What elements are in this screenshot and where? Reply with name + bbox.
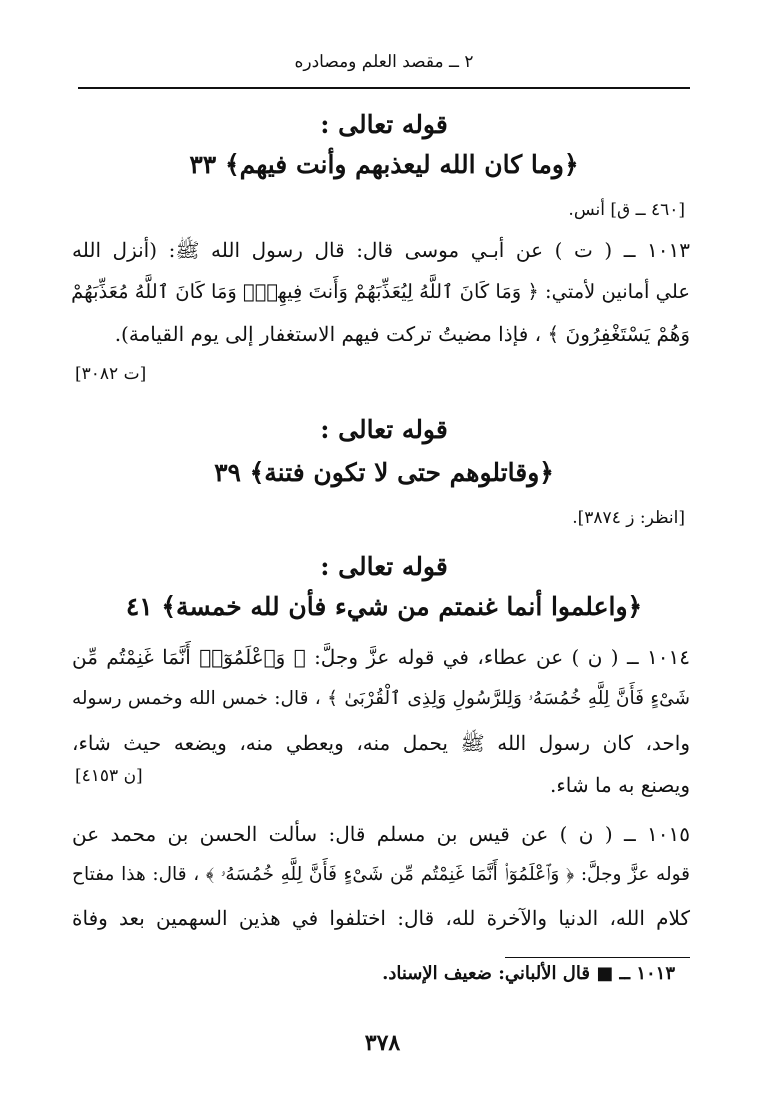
hadith-line: شَىْءٍ فَأَنَّ لِلَّهِ خُمُسَهُۥ وَلِلرَّسُولِ وَلِذِى ٱلْقُرْبَىٰ ﴾ ، قال: خمس الله وخمس رسوله <box>72 688 690 709</box>
source-reference: [ن ٤١٥٣] <box>75 766 143 786</box>
verse-title: ﴿واعلموا أنما غنمتم من شيء فأن لله خمسة﴾ ٤١ <box>125 592 643 621</box>
cross-reference: [انظر: ز ٣٨٧٤]. <box>572 508 685 528</box>
section-heading: قوله تعالى : <box>320 552 448 581</box>
cross-reference: [٤٦٠ ــ ق] أنس. <box>568 200 685 220</box>
section-heading: قوله تعالى : <box>320 110 448 139</box>
hadith-line: واحد، كان رسول الله ﷺ يحمل منه، ويعطي منه، ويضعه حيث شاء، <box>72 731 690 755</box>
header-divider <box>78 87 690 89</box>
hadith-line: ويصنع به ما شاء. <box>549 773 690 797</box>
verse-title: ﴿وما كان الله ليعذبهم وأنت فيهم﴾ ٣٣ <box>189 150 579 179</box>
hadith-line: علي أمانين لأمتي: ﴿ وَمَا كَانَ ٱللَّهُ لِيُعَذِّبَهُمْ وَأَنتَ فِيهِمْۚ وَمَا كَانَ ٱللَّهُ مُعَذِّبَهُمْ <box>71 280 690 303</box>
source-reference: [ت ٣٠٨٢] <box>75 364 147 384</box>
section-heading: قوله تعالى : <box>320 415 448 444</box>
running-header: ٢ ــ مقصد العلم ومصادره <box>294 52 474 72</box>
hadith-line: ١٠١٤ ــ ( ن ) عن عطاء، في قوله عزَّ وجلَّ: ﴿ وَٱعْلَمُوٓا۟ أَنَّمَا غَنِمْتُم مِّن <box>72 645 690 669</box>
hadith-line: ١٠١٣ ــ ( ت ) عن أبـي موسى قال: قال رسول الله ﷺ: (أنزل الله <box>72 238 690 262</box>
hadith-line: قوله عزَّ وجلَّ: ﴿ وَٱعْلَمُوٓا۟ أَنَّمَا غَنِمْتُم مِّن شَىْءٍ فَأَنَّ لِلَّهِ خُمُسَهُۥ ﴾ ، قال: هذا مفتاح <box>72 864 690 885</box>
hadith-line: ١٠١٥ ــ ( ن ) عن قيس بن مسلم قال: سألت الحسن بن محمد عن <box>72 822 691 846</box>
footnote: ١٠١٣ ــ ■ قال الألباني: ضعيف الإسناد. <box>382 963 675 984</box>
verse-title: ﴿وقاتلوهم حتى لا تكون فتنة﴾ ٣٩ <box>214 458 554 487</box>
footnote-divider <box>505 957 690 958</box>
hadith-line: كلام الله، الدنيا والآخرة لله، قال: اختلفوا في هذين السهمين بعد وفاة <box>72 906 690 930</box>
page-number: ٣٧٨ <box>364 1030 401 1056</box>
hadith-line: وَهُمْ يَسْتَغْفِرُونَ ﴾ ، فإذا مضيتُ تركت فيهم الاستغفار إلى يوم القيامة). <box>114 322 690 346</box>
